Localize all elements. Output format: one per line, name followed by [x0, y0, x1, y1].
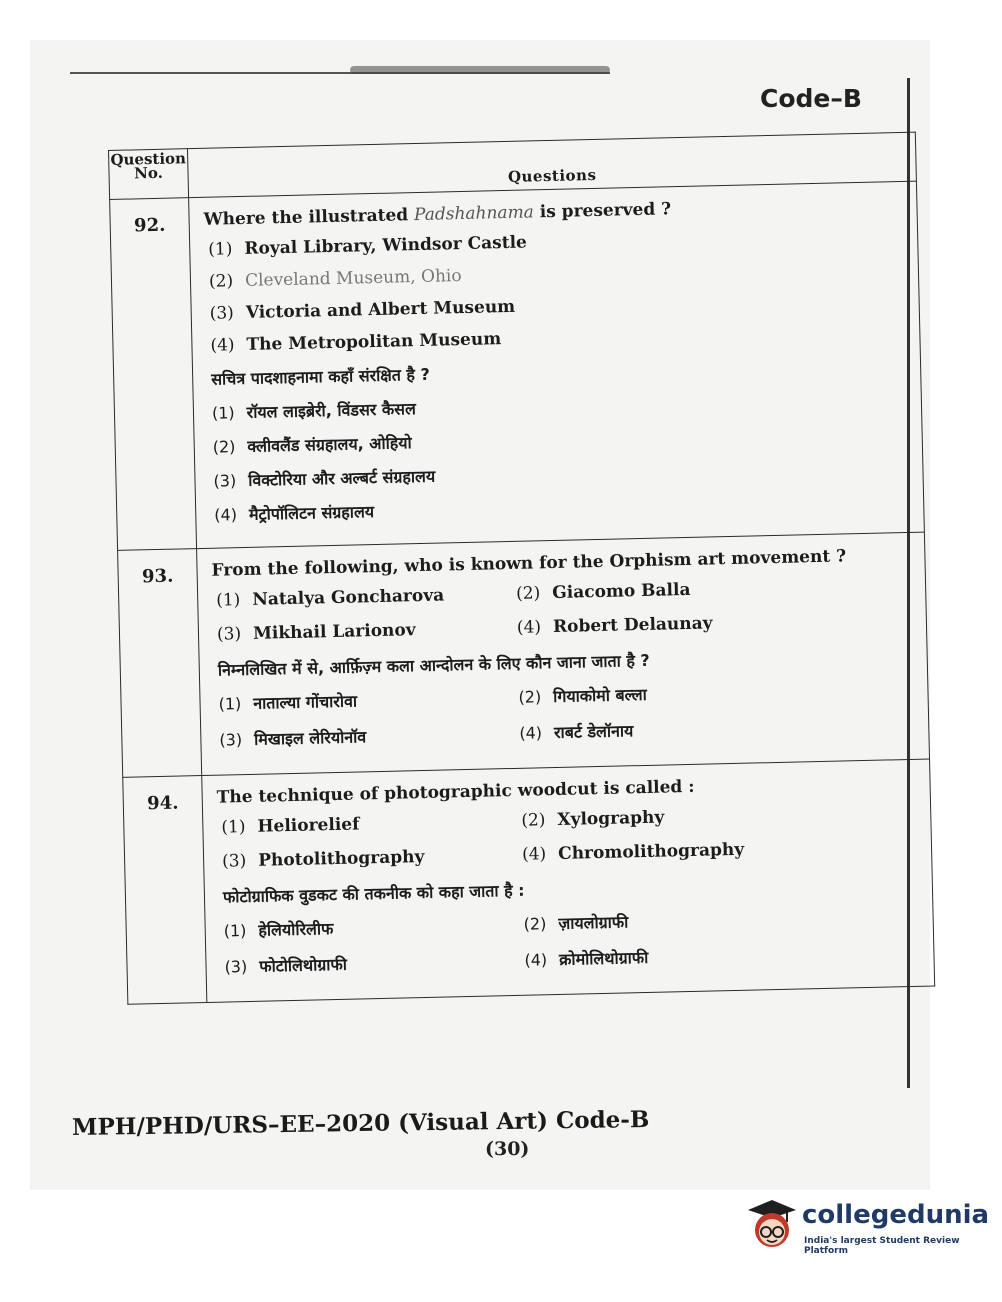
question-text: The technique of photographic woodcut is called : — [216, 776, 695, 808]
option-1 — [208, 224, 905, 260]
hindi-option-3 — [213, 454, 910, 492]
option-number: (1) — [216, 590, 241, 611]
footer-paper-code: MPH/PHD/URS–EE–2020 (Visual Art) Code-B — [71, 1105, 650, 1142]
option-number: (3) — [224, 957, 248, 977]
option-3 — [210, 288, 907, 324]
option-text: राबर्ट डेलॉनाय — [553, 721, 634, 743]
option-text: गियाकोमो बल्ला — [552, 684, 648, 707]
hindi-option-3 — [224, 949, 524, 978]
option-2 — [209, 256, 906, 292]
option-number: (2) — [521, 810, 546, 831]
option-number: (2) — [515, 583, 541, 604]
hindi-option-4 — [524, 942, 824, 971]
paper-code-header: Code–B — [760, 84, 862, 113]
option-2 — [516, 577, 816, 604]
question-row-94 — [123, 759, 935, 1004]
option-text: Royal Library, Windsor Castle — [244, 232, 528, 259]
option-text: विक्टोरिया और अल्बर्ट संग्रहालय — [247, 466, 436, 490]
options-grid — [221, 802, 919, 872]
option-1 — [221, 811, 521, 838]
question-text-hindi: सचित्र पादशाहनामा कहाँ संरक्षित है ? — [211, 364, 430, 389]
option-text: फोटोलिथोग्राफी — [259, 954, 348, 976]
option-number: (4) — [210, 335, 235, 356]
scan-smudge — [350, 66, 610, 74]
option-number: (4) — [519, 723, 543, 743]
option-number: (3) — [213, 471, 237, 491]
option-text: Victoria and Albert Museum — [245, 296, 516, 323]
option-text: ज़ायलोग्राफी — [558, 912, 629, 933]
hindi-option-4 — [519, 715, 819, 744]
option-number: (4) — [521, 844, 547, 865]
option-text: हेलियोरिलीफ — [258, 919, 334, 940]
option-text: Natalya Goncharova — [252, 585, 445, 610]
option-text: मिखाइल लेरियोनॉव — [253, 727, 367, 749]
collegedunia-watermark — [742, 1196, 990, 1256]
option-number: (2) — [518, 687, 542, 707]
question-row-93 — [118, 532, 930, 777]
option-4 — [517, 611, 817, 638]
option-number: (2) — [212, 437, 236, 457]
option-number: (4) — [516, 617, 542, 638]
question-number: 93. — [118, 549, 202, 778]
questions-header: Questions — [187, 132, 916, 198]
question-text-hindi: फोटोग्राफिक वुडकट की तकनीक को कहा जाता है : — [222, 880, 525, 907]
hindi-option-1 — [212, 386, 909, 424]
option-text: Giacomo Balla — [552, 579, 691, 604]
question-text-part: Where the illustrated — [203, 205, 415, 230]
question-content — [197, 532, 930, 775]
option-text: क्रोमोलिथोग्राफी — [558, 947, 649, 969]
option-number: (2) — [208, 271, 234, 292]
question-text-part: is preserved ? — [533, 199, 672, 223]
option-number: (3) — [209, 303, 235, 324]
option-2 — [521, 804, 821, 831]
option-text: Robert Delaunay — [552, 613, 713, 638]
brand-tagline: India's largest Student Review Platform — [804, 1236, 960, 1256]
option-text: रॉयल लाइब्रेरी, विंडसर कैसल — [246, 399, 417, 422]
option-number: (1) — [223, 921, 247, 941]
options-grid — [216, 575, 914, 645]
option-text: Photolithography — [258, 847, 425, 871]
question-content — [189, 181, 925, 548]
header-no-word: No. — [133, 163, 164, 183]
question-number: 92. — [110, 198, 197, 551]
option-3 — [217, 618, 517, 645]
option-number: (1) — [211, 403, 235, 423]
mascot-logo-icon — [742, 1196, 800, 1254]
hindi-option-3 — [219, 722, 519, 751]
option-text: Heliorelief — [257, 814, 360, 837]
option-4 — [522, 838, 822, 865]
option-text: Chromolithography — [557, 839, 745, 864]
option-text: मैट्रोपॉलिटन संग्रहालय — [248, 502, 375, 524]
option-4 — [210, 320, 907, 356]
option-number: (1) — [208, 239, 233, 260]
option-1 — [216, 584, 516, 611]
option-3 — [222, 845, 522, 872]
hindi-options-grid — [223, 904, 921, 978]
option-number: (2) — [523, 914, 547, 934]
option-number: (3) — [221, 851, 247, 872]
questions-table — [108, 132, 935, 1005]
question-number: 94. — [123, 776, 207, 1005]
header-question-word: Question — [110, 149, 187, 169]
question-sheet — [108, 132, 937, 1100]
hindi-option-2 — [213, 420, 910, 458]
option-text: Cleveland Museum, Ohio — [244, 266, 462, 291]
question-text: From the following, who is known for the Orphism art movement ? — [211, 546, 847, 581]
question-text-italic: Padshahnama — [413, 202, 535, 226]
question-number-header — [109, 149, 189, 200]
page-number: (30) — [485, 1138, 530, 1160]
hindi-option-2 — [518, 679, 818, 708]
option-text: क्लीवलैंड संग्रहालय, ओहियो — [247, 433, 412, 456]
question-text-hindi: निम्नलिखित में से, आर्फ़िज़्म कला आन्दोलन के लिए कौन जाना जाता है ? — [217, 650, 650, 680]
option-text: Xylography — [557, 807, 665, 830]
hindi-options-grid — [218, 677, 916, 751]
option-number: (3) — [216, 624, 242, 645]
hindi-option-2 — [523, 906, 823, 935]
option-text: The Metropolitan Museum — [246, 329, 502, 355]
option-number: (1) — [221, 817, 246, 838]
option-number: (4) — [524, 950, 548, 970]
option-text: Mikhail Larionov — [252, 620, 416, 644]
option-number: (3) — [219, 730, 243, 750]
option-number: (4) — [214, 505, 238, 525]
hindi-option-1 — [223, 913, 523, 942]
question-content — [202, 759, 935, 1002]
hindi-option-1 — [218, 686, 518, 715]
hindi-option-4 — [214, 488, 911, 526]
brand-name: collegedunia — [802, 1200, 990, 1230]
option-number: (1) — [218, 694, 242, 714]
option-text: नाताल्या गोंचारोवा — [253, 691, 358, 713]
question-row-92 — [110, 181, 925, 550]
question-text — [203, 194, 904, 230]
